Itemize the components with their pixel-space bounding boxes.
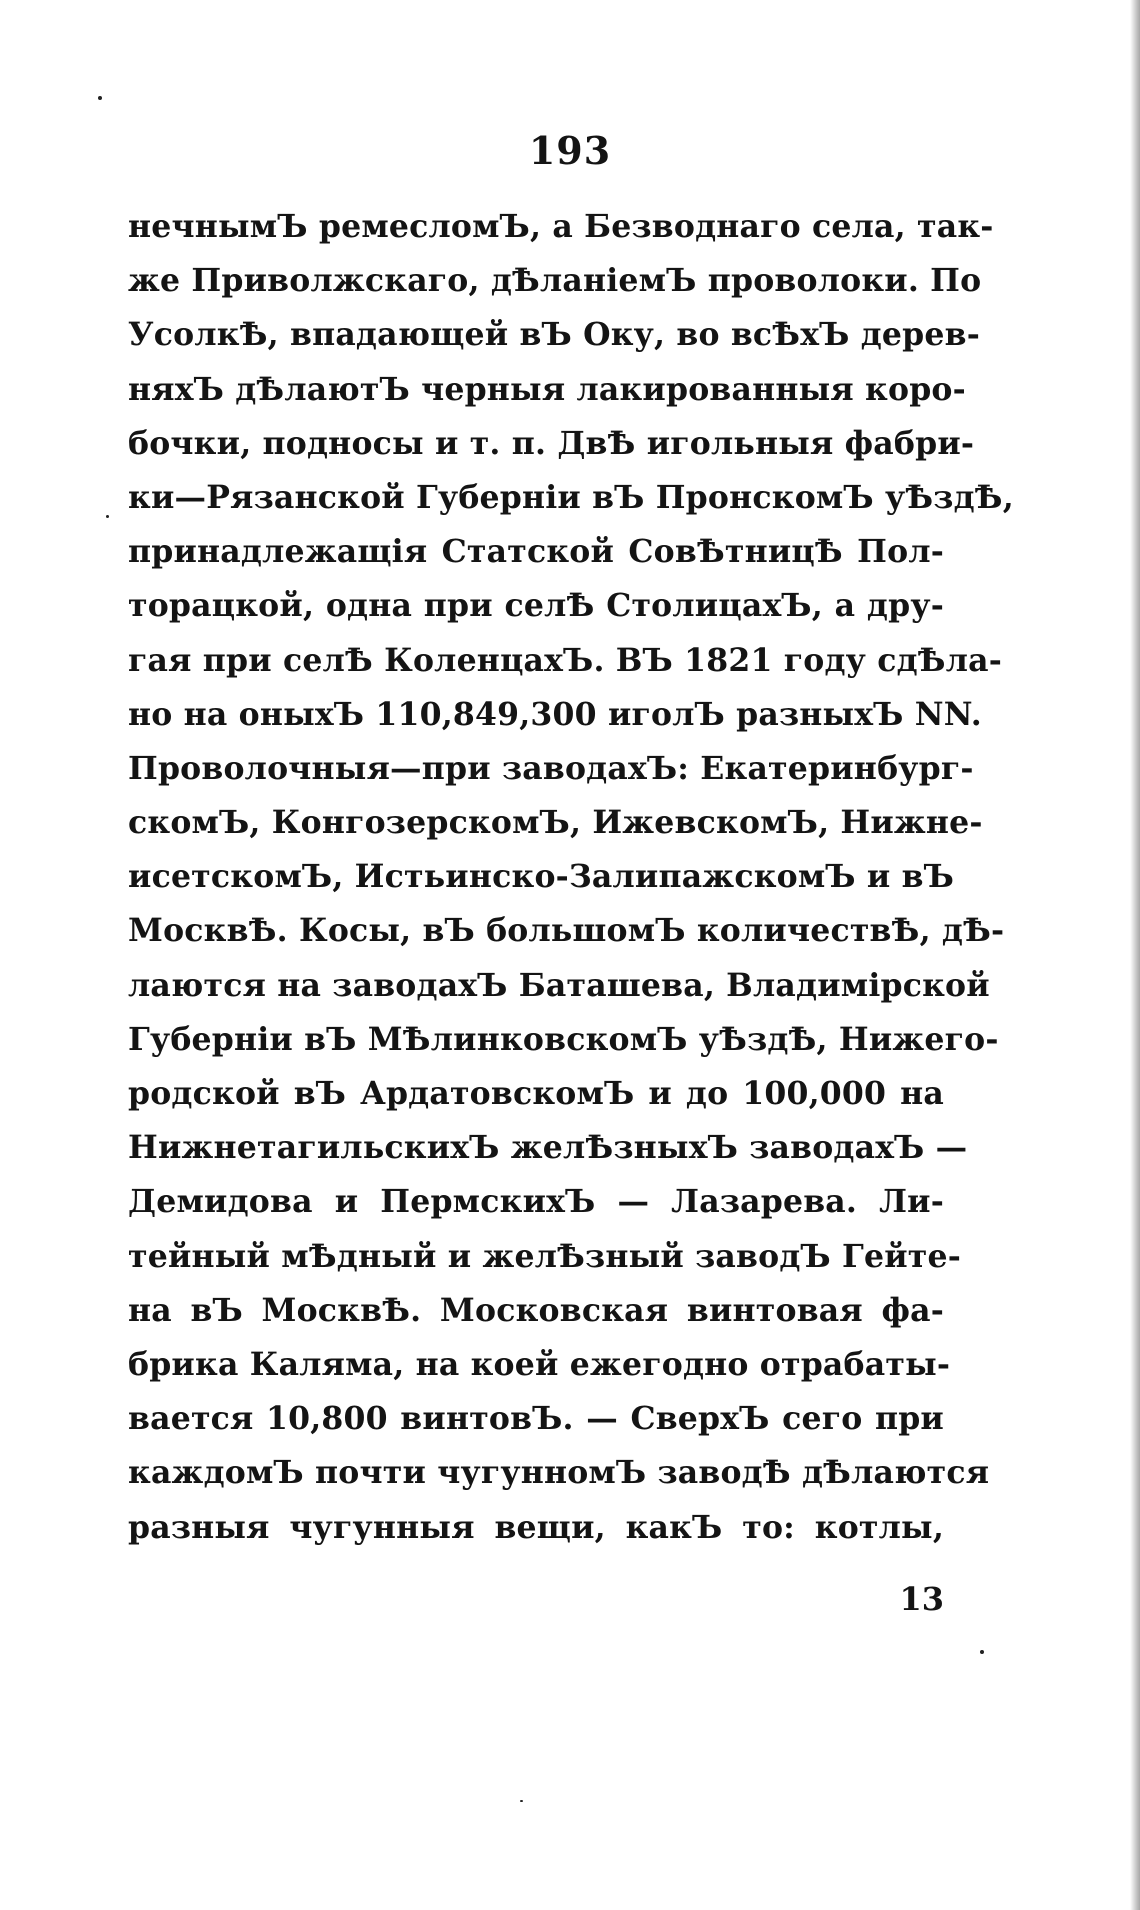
text-line: вается 10,800 винтовЪ. — СверхЪ сего при	[128, 1400, 944, 1438]
text-line: торацкой, одна при селѢ СтолицахЪ, а дру-	[128, 587, 944, 625]
text-line: МосквѢ. Косы, вЪ большомЪ количествѢ, дѢ-	[128, 912, 1005, 950]
signature-mark: 13	[899, 1580, 944, 1618]
text-line: УсолкѢ, впадающей вЪ Оку, во всѢхЪ дерев-	[128, 316, 980, 354]
ink-speck	[106, 515, 109, 518]
text-line: Губерніи вЪ МѢлинковскомЪ уѢздѢ, Нижего-	[128, 1020, 999, 1058]
ink-speck	[520, 1800, 523, 1802]
text-line: разныя чугунныя вещи, какЪ то: котлы,	[128, 1508, 944, 1546]
text-line: Проволочныя—при заводахЪ: Екатеринбург-	[128, 749, 974, 787]
text-line: няхЪ дѢлаютЪ черныя лакированныя коро-	[128, 370, 966, 408]
page-number: 193	[528, 128, 612, 173]
text-line: на вЪ МосквѢ. Московская винтовая фа-	[128, 1291, 944, 1329]
text-line: каждомЪ почти чугунномЪ заводѢ дѢлаются	[128, 1454, 990, 1492]
text-line: принадлежащія Статской СовѢтницѢ Пол-	[128, 533, 944, 571]
text-line: гая при селѢ КоленцахЪ. ВЪ 1821 году сдѢла-	[128, 641, 1002, 679]
ink-speck	[98, 96, 102, 100]
text-line: родской вЪ АрдатовскомЪ и до 100,000 на	[128, 1075, 944, 1112]
text-line: Демидова и ПермскихЪ — Лазарева. Ли-	[128, 1183, 944, 1221]
text-line: бочки, подносы и т. п. ДвѢ игольныя фабри-	[128, 424, 975, 462]
text-line: брика Калямa, на коей ежегодно отрабаты-	[128, 1345, 951, 1383]
text-line: нечнымЪ ремесломЪ, а Безводнаго села, так-	[128, 208, 994, 245]
text-line: но на оныхЪ 110,849,300 иголЪ разныхЪ NN.	[128, 695, 982, 733]
ink-speck	[980, 1650, 984, 1654]
text-line: же Приволжскаго, дѢланіемЪ проволоки. По	[128, 262, 982, 300]
text-line: скомЪ, КонгозерскомЪ, ИжевскомЪ, Нижне-	[128, 804, 983, 842]
text-line: лаются на заводахЪ Баташева, Владимірской	[128, 966, 990, 1004]
text-line: тейный мѢдный и желѢзный заводЪ Гейте-	[128, 1237, 962, 1275]
text-line: НижнетагильскихЪ желѢзныхЪ заводахЪ —	[128, 1129, 968, 1167]
text-line: исетскомЪ, Истьинско-ЗалипажскомЪ и вЪ	[128, 858, 955, 896]
body-text	[128, 200, 1014, 1555]
page-edge-shadow	[1130, 0, 1140, 1910]
text-line: ки—Рязанской Губерніи вЪ ПронскомЪ уѢздѢ,	[128, 478, 1014, 516]
